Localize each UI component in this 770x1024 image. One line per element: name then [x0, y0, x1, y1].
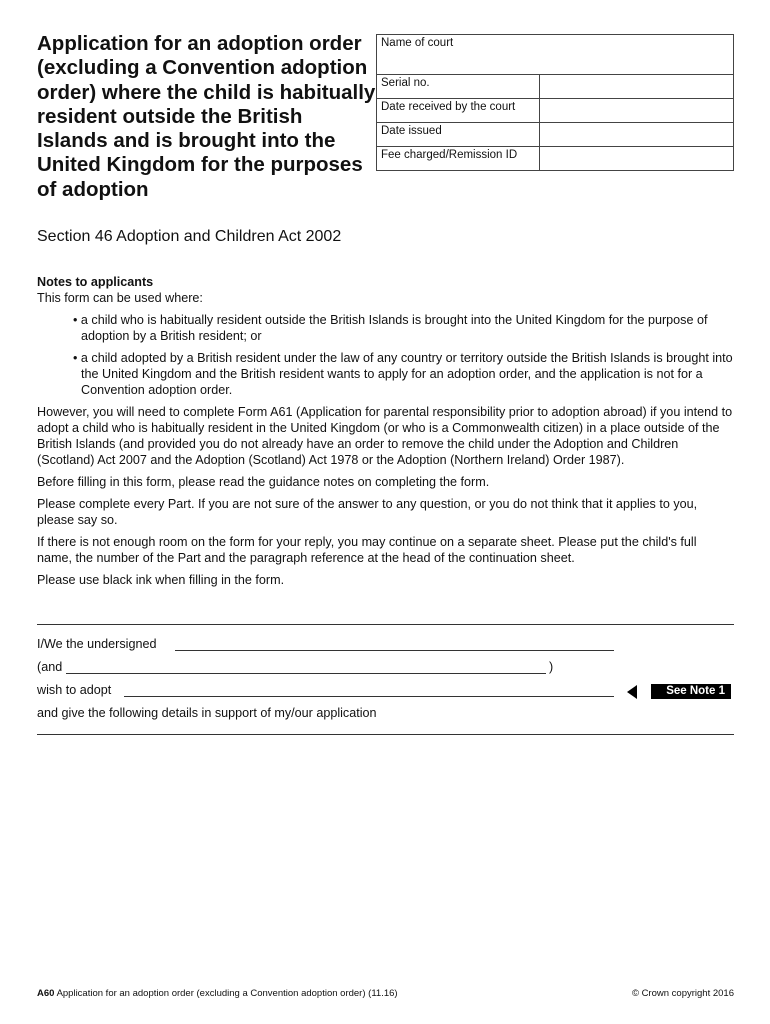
form-subtitle: Section 46 Adoption and Children Act 2002 [37, 228, 342, 245]
and-close-label: ) [549, 660, 554, 674]
notes-paragraph: However, you will need to complete Form A61 (Application for parental responsibility prior to adoption abroad) if you intend to adopt a child who is habitually resident in the United Kingdom (or who is a Commonwealth citizen) in a place outside of the British Islands (and provided you do not already have an order to remove the child under the Adoption and Children (Scotland) Act 2007 and the Adoption (Scotland) Act 1978 or the Adoption (Northern Ireland) Order 1987). [37, 405, 733, 467]
closing-statement: and give the following details in support of my/our application [37, 706, 377, 720]
name-of-court-field[interactable]: Name of court [377, 35, 734, 75]
undersigned-label: I/We the undersigned [37, 637, 157, 651]
pointer-arrow-icon [627, 685, 637, 699]
undersigned-input[interactable] [175, 650, 614, 651]
date-issued-field[interactable] [540, 123, 734, 147]
date-issued-label: Date issued [377, 123, 540, 147]
serial-no-label: Serial no. [377, 75, 540, 99]
notes-intro: This form can be used where: [37, 291, 203, 305]
notes-heading: Notes to applicants [37, 275, 154, 289]
notes-to-applicants [37, 274, 734, 594]
footer-form-ref [37, 988, 398, 999]
notes-paragraph: Please complete every Part. If you are not sure of the answer to any question, or you do not think that it applies to you, please say so. [37, 497, 698, 527]
notes-paragraph: If there is not enough room on the form for your reply, you may continue on a separate sheet. Please put the child's full name, the number of the Part and the paragraph reference at the head of the continuation sheet. [37, 535, 697, 565]
wish-to-adopt-label: wish to adopt [37, 683, 112, 697]
footer-form-title: Application for an adoption order (excluding a Convention adoption order) (11.16) [56, 988, 398, 999]
fee-label: Fee charged/Remission ID [377, 147, 540, 171]
serial-no-field[interactable] [540, 75, 734, 99]
date-received-label: Date received by the court [377, 99, 540, 123]
see-note-tag [627, 684, 731, 699]
see-note-label: See Note 1 [651, 684, 731, 699]
section-divider [37, 734, 734, 735]
notes-bullet: • a child adopted by a British resident under the law of any country or territory outside the British Islands is brought into the United Kingdom and the British resident wants to apply for an adoption order, and the application is not for a Convention adoption order. [73, 351, 733, 397]
fee-field[interactable] [540, 147, 734, 171]
notes-bullet: • a child who is habitually resident outside the British Islands is brought into the United Kingdom for the purpose of adoption by a British resident; or [73, 313, 708, 343]
footer-copyright: © Crown copyright 2016 [631, 988, 734, 999]
date-received-field[interactable] [540, 99, 734, 123]
section-divider [37, 624, 734, 625]
footer-form-code: A60 [37, 988, 55, 999]
court-use-box [376, 34, 734, 171]
and-open-label: (and [37, 660, 63, 674]
co-applicant-input[interactable] [66, 673, 546, 674]
notes-paragraph: Please use black ink when filling in the form. [37, 573, 285, 587]
notes-paragraph: Before filling in this form, please read the guidance notes on completing the form. [37, 475, 490, 489]
child-name-input[interactable] [124, 696, 614, 697]
form-title: Application for an adoption order (excluding a Convention adoption order) where the child is habitually resident outside the British Islands and is brought into the United Kingdom for the purposes of adoption [37, 32, 376, 201]
